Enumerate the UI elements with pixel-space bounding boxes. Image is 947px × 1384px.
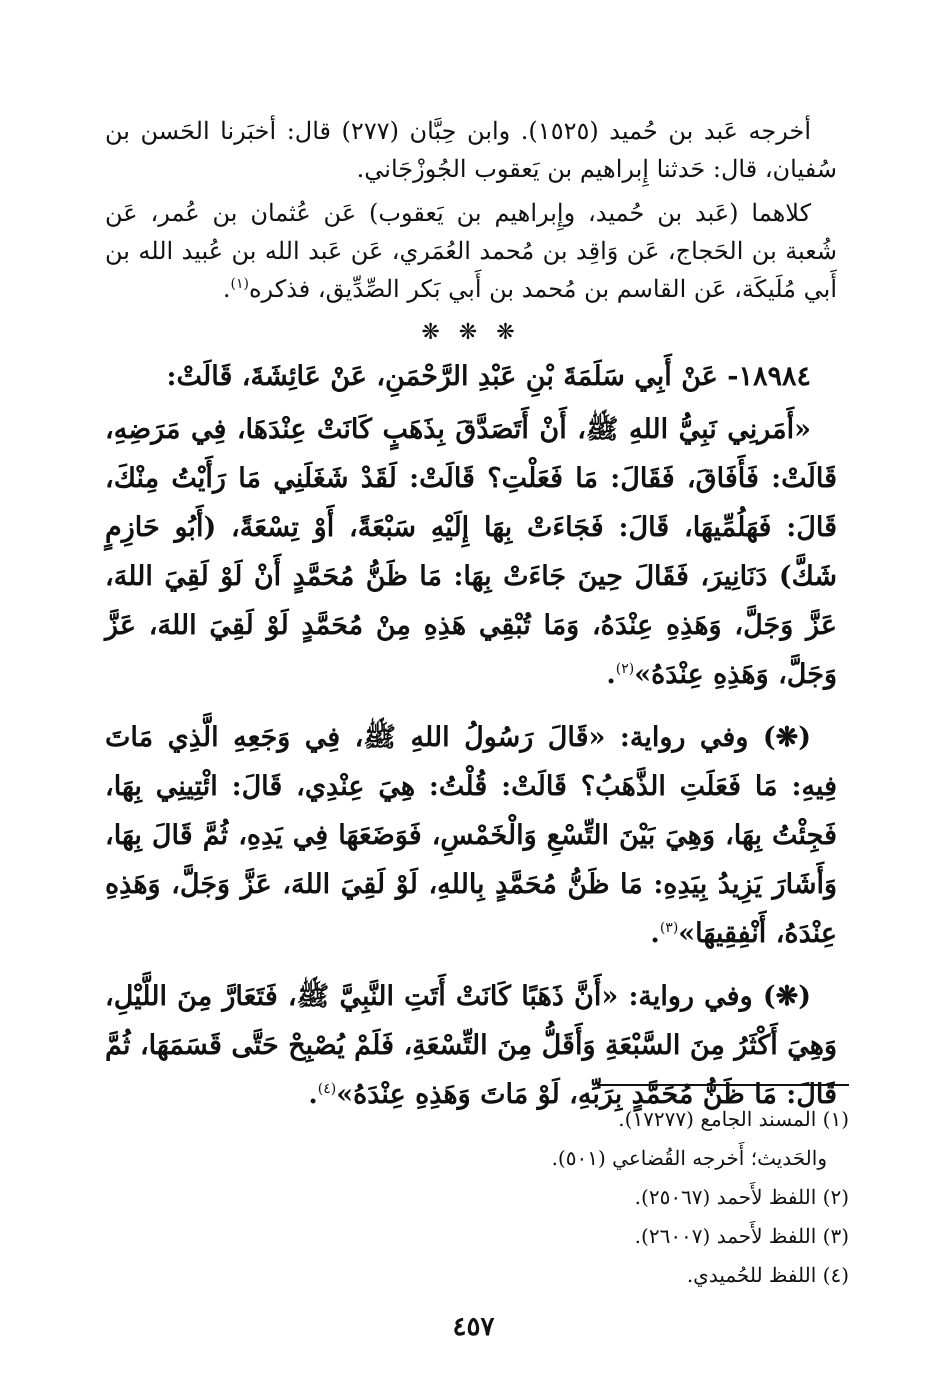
hadith-paragraph-text: (❋) وفي رواية: «أَنَّ ذَهَبًا كَانَتْ أَتَتِ النَّبِيَّ ﷺ، فَتَعَارَّ مِنَ اللَّيْلِ، وَهِيَ أَكْثَرُ مِنَ السَّبْعَةِ وَأَقَلُّ مِنَ التِّسْعَةِ، فَلَمْ يُصْبِحْ حَتَّى قَسَمَهَا، ثُمَّ قَالَ: مَا ظَنُّ مُحَمَّدٍ بِرَبِّهِ، لَوْ مَاتَ وَهَذِهِ عِنْدَهُ» <box>105 981 837 1110</box>
section-separator: ❋ ❋ ❋ <box>421 320 521 345</box>
intro-paragraph <box>105 112 837 188</box>
footnote-divider <box>597 1084 849 1086</box>
footnote-item-continuation: والحَديث؛ أَخرجه القُضاعي (٥٠١). <box>551 1146 827 1170</box>
hadith-heading: ١٨٩٨٤- عَنْ أَبِي سَلَمَةَ بْنِ عَبْدِ الرَّحْمَنِ، عَنْ عَائِشَةَ، قَالَتْ: <box>166 361 811 392</box>
hadith-paragraph-text: (❋) وفي رواية: «قَالَ رَسُولُ اللهِ ﷺ، فِي وَجَعِهِ الَّذِي مَاتَ فِيهِ: مَا فَعَلَتِ الذَّهَبُ؟ قَالَتْ: قُلْتُ: هِيَ عِنْدِي، قَالَ: ائْتِينِي بِهَا، فَجِئْتُ بِهَا، وَهِيَ بَيْنَ التِّسْعِ وَالْخَمْسِ، فَوَضَعَهَا فِي يَدِهِ، ثُمَّ قَالَ بِهَا، وَأَشَارَ يَزِيدُ بِيَدِهِ: مَا ظَنُّ مُحَمَّدٍ بِاللهِ، لَوْ لَقِيَ اللهَ، عَزَّ وَجَلَّ، وَهَذِهِ عِنْدَهُ، أَنْفِقِيهَا» <box>105 722 837 949</box>
paragraph-end: . <box>222 275 231 303</box>
hadith-paragraph <box>105 713 837 958</box>
hadith-paragraph <box>105 972 837 1119</box>
paragraph-end: . <box>308 1079 318 1110</box>
footnotes-list <box>117 1100 849 1295</box>
footnote-reference[interactable]: (٤) <box>317 1081 337 1097</box>
footnote-item: (٢) اللفظ لأَحمد (٢٥٠٦٧). <box>634 1185 849 1209</box>
page-body <box>105 112 837 1119</box>
intro-paragraph-text: كلاهما (عَبد بن حُميد، وإِبراهيم بن يَعقوب) عَن عُثمان بن عُمر، عَن شُعبة بن الحَجاج، عَن وَاقِد بن مُحمد العُمَري، عَن عَبد الله بن عُبيد الله بن أَبي مُلَيكَة، عَن القاسم بن مُحمد بن أَبي بَكر الصِّدِّيق، فذكره <box>105 199 837 303</box>
page-number: ٤٥٧ <box>452 1312 495 1342</box>
paragraph-end: . <box>606 659 616 690</box>
footnote-reference[interactable]: (٢) <box>615 661 635 677</box>
hadith-paragraph-text: «أَمَرنِي نَبِيُّ اللهِ ﷺ، أَنْ أَتَصَدَّقَ بِذَهَبٍ كَانَتْ عِنْدَهَا، فِي مَرَضِهِ، قَالَتْ: فَأَفَاقَ، فَقَالَ: مَا فَعَلْتِ؟ قَالَتْ: لَقَدْ شَغَلَنِي مَا رَأَيْتُ مِنْكَ، قَالَ: فَهَلُمِّيهَا، قَالَ: فَجَاءَتْ بِهَا إِلَيْهِ سَبْعَةً، أَوْ تِسْعَةً، (أَبُو حَازِمٍ شَكَّ) دَنَانِيرَ، فَقَالَ حِينَ جَاءَتْ بِهَا: مَا ظَنُّ مُحَمَّدٍ أَنْ لَوْ لَقِيَ اللهَ، عَزَّ وَجَلَّ، وَهَذِهِ عِنْدَهُ، وَمَا تُبْقِي هَذِهِ مِنْ مُحَمَّدٍ لَوْ لَقِيَ اللهَ، عَزَّ وَجَلَّ، وَهَذِهِ عِنْدَهُ» <box>105 414 837 690</box>
footnote-reference[interactable]: (١) <box>230 276 249 292</box>
intro-paragraph-text: أخرجه عَبد بن حُميد (١٥٢٥). وابن حِبَّان (٢٧٧) قال: أخبَرنا الحَسن بن سُفيان، قال: حَدثنا إِبراهيم بن يَعقوب الجُوزْجَاني. <box>105 117 837 183</box>
footnote-item: (٤) اللفظ للحُميدي. <box>686 1263 849 1287</box>
hadith-paragraph <box>105 405 837 699</box>
paragraph-end: . <box>650 918 660 949</box>
intro-paragraph <box>105 194 837 308</box>
footnote-item: (٣) اللفظ لأَحمد (٢٦٠٠٧). <box>634 1224 849 1248</box>
footnote-item: (١) المسند الجامع (١٧٢٧٧). <box>618 1107 849 1131</box>
footnote-reference[interactable]: (٣) <box>659 920 679 936</box>
